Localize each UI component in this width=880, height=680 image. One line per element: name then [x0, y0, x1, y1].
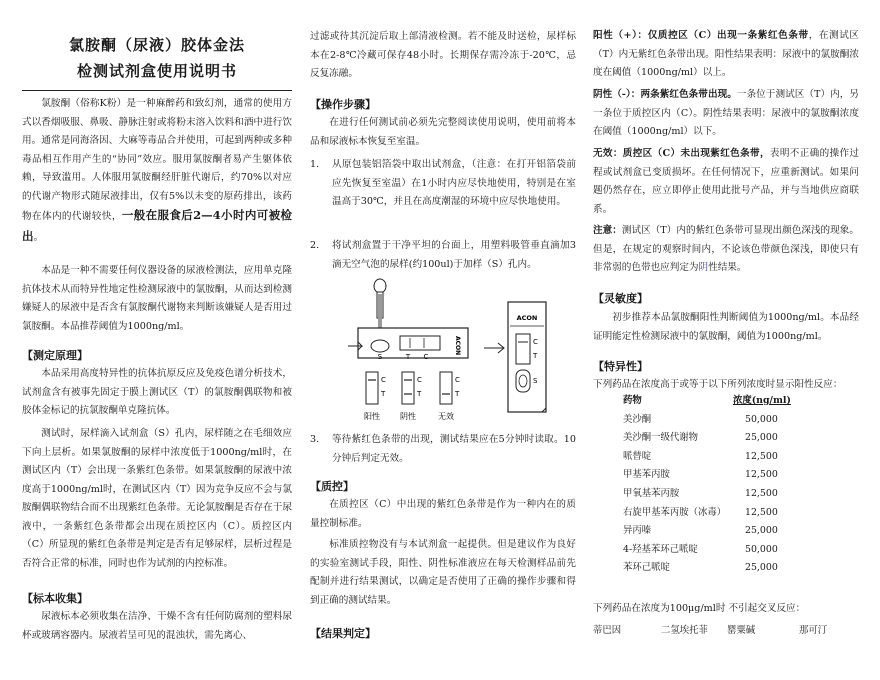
intro-paragraph-2: 本品是一种不需要任何仪器设备的尿液检测法，应用单克隆抗体技术从而特异性地定性检测尿液中的氯胺酮，从而达到检测嫌疑人的尿液中是否含有氯胺酮代谢物来判断该嫌疑人是否用过氯胺酮。本品推荐阈值为1000ng/ml。 — [22, 265, 292, 332]
list-item: 那可汀 — [799, 625, 828, 636]
svg-text:C: C — [381, 376, 386, 384]
list-item: 二氢埃托菲 — [661, 625, 708, 636]
principle-paragraph-1: 本品采用高度特异性的抗体抗原反应及免疫色谱分析技术，试剂盒含有被事先固定于膜上测试区（T）的氯胺酮偶联物和被胶体金标记的抗氯胺酮单克隆抗体。 — [22, 368, 292, 416]
qc-paragraph-1: 在质控区（C）中出现的紫红色条带是作为一种内在的质量控制标准。 — [310, 499, 576, 529]
procedure-step-2: 2. 将试剂盒置于干净平坦的台面上，用塑料吸管垂直滴加3滴无空气泡的尿样(约100ul)于加样（S）孔内。 — [310, 240, 576, 270]
cassette-s-label: S — [377, 353, 383, 361]
table-row: 4-羟基苯环己哌啶 50,000 — [623, 543, 778, 555]
heading-sensitivity: 【灵敏度】 — [593, 292, 648, 305]
standing-cassette-icon — [508, 302, 546, 412]
table-row: 美沙酮一级代谢物 25,000 — [623, 432, 778, 444]
result-positive-window — [366, 372, 386, 404]
heading-specificity: 【特异性】 — [593, 360, 648, 373]
heading-procedure: 【操作步骤】 — [310, 98, 376, 111]
result-invalid-window — [440, 372, 460, 404]
cassette-t-label: T — [405, 353, 411, 361]
table-header-conc: 浓度(ng/ml) — [733, 395, 791, 406]
intro-paragraph-1: 氯胺酮（俗称K粉）是一种麻醉药和致幻剂，通常的使用方式以香烟吸服、鼻吸、静脉注射或将粉末溶入饮料和酒中进行饮用。通常是同海洛因、大麻等毒品合并使用，可起到两种或多种毒品相互作用产生的“协同”效应。服用氯胺酮者易产生躯体依赖，导致滥用。人体服用氯胺酮经肝脏代谢后，约70%以对应的代谢产物形式随尿液排出，仅有5%以未变的原药排出，该药物在体内的代谢较快，一般在服食后2—4小时内可被检出。 — [22, 98, 292, 243]
procedure-step-1: 1. 从原包装铝箔袋中取出试剂盒，（注意：在打开铝箔袋前应先恢复至室温）在1小时内应尽快地使用，特别是在室温高于30℃，并且在高度潮湿的环境中应尽快地使用。 — [310, 159, 576, 207]
noncross-list — [593, 622, 859, 640]
heading-principle: 【测定原理】 — [22, 349, 88, 362]
table-header-drug: 药物 — [623, 395, 642, 406]
result-negative-label: 阴性 — [400, 412, 416, 421]
cassette-icon — [348, 328, 468, 361]
arrow-icon — [484, 343, 504, 353]
heading-qc: 【质控】 — [310, 480, 354, 493]
table-row: 哌替啶 12,500 — [623, 450, 778, 462]
doc-title-line2: 检测试剂盒使用说明书 — [76, 62, 237, 80]
table-row: 右旋甲基苯丙胺（冰毒） 12,500 — [623, 506, 778, 518]
test-cassette-illustration — [338, 278, 562, 428]
qc-paragraph-2: 标准质控物没有与本试剂盒一起提供。但是建议作为良好的实验室测试手段，阳性、阴性标准液应在每天检测样品前先配制并进行结果测试，以确定是否使用了正确的操作步骤和得到正确的测试结果。 — [310, 539, 576, 606]
sensitivity-paragraph: 初步推荐本品氯胺酮阳性判断阈值为1000ng/ml。本品经证明能定性检测尿液中的氯胺酮，阈值为1000ng/ml。 — [593, 312, 859, 342]
sample-paragraph-continued: 过滤或待其沉淀后取上部清液检测。若不能及时送检，尿样标本在2-8℃冷藏可保存48小时。长期保存需冷冻于-20℃，忌反复冻融。 — [310, 31, 576, 79]
table-row: 美沙酮 50,000 — [623, 413, 778, 425]
result-note-paragraph: 注意：测试区（T）内的紫红色条带可显现出颜色深浅的现象。但是，在规定的观察时间内，不论该色带颜色深浅，即使只有非常弱的色带也应判定为阴性结果。 — [593, 225, 859, 273]
svg-text:T: T — [533, 352, 538, 360]
cassette-c-label: C — [423, 353, 429, 361]
heading-sample: 【标本收集】 — [22, 592, 88, 605]
standing-cassette-brand: ACON — [516, 314, 538, 322]
detection-window: 一般在服食后2—4小时内可被检出 — [22, 208, 292, 243]
list-item: 蒂巴因 — [593, 625, 622, 636]
principle-paragraph-2: 测试时，尿样滴入试剂盒（S）孔内，尿样随之在毛细效应下向上层析。如果氯胺酮的尿样中浓度低于1000ng/ml时，在测试区内（T）会出现一条紫红色条带。如果氯胺酮的尿液中浓度高于1000ng/ml时，在测试区内（T）因为竞争反应不会与氯胺酮偶联物结合而不出现紫红色条带。无论氯胺酮是否存在于尿液中，一条紫红色条带都会出现在质控区内（C）。质控区内（C）所显现的紫红色条带是判定是否有足够尿样，层析过程是否符合正常的标准，同时也作为试剂的内控标准。 — [22, 428, 292, 569]
sample-paragraph: 尿液标本必须收集在洁净、干燥不含有任何防腐剂的塑料尿杯或玻璃容器内。尿液若呈可见的混浊状，需先离心、 — [22, 611, 292, 641]
svg-text:C: C — [417, 376, 422, 384]
result-invalid-paragraph: 无效：质控区（C）未出现紫红色条带，表明不正确的操作过程或试剂盒已变质损坏。在任何情况下，应重新测试。如果问题仍然存在，应立即停止使用此批号产品，并与当地供应商联系。 — [593, 148, 859, 215]
table-row: 甲基苯丙胺 12,500 — [623, 469, 778, 481]
title-divider — [22, 90, 292, 91]
svg-text:T: T — [381, 390, 386, 398]
svg-text:T: T — [417, 390, 422, 398]
doc-title-line1: 氯胺酮（尿液）胶体金法 — [68, 36, 245, 54]
heading-result: 【结果判定】 — [310, 627, 376, 640]
cross-reactivity-table — [623, 392, 823, 578]
noncross-intro: 下列药品在浓度为100μg/ml时 不引起交叉反应： — [593, 603, 806, 614]
result-positive-paragraph: 阳性（+）：仅质控区（C）出现一条紫红色条带，在测试区（T）内无紫红色条带出现。阳性结果表明：尿液中的氯胺酮浓度在阈值（1000ng/ml）以上。 — [593, 30, 860, 78]
svg-text:S: S — [533, 377, 538, 385]
svg-text:C: C — [533, 338, 538, 346]
list-item: 罂粟碱 — [727, 625, 756, 636]
svg-text:T: T — [455, 390, 460, 398]
table-row: 甲氧基苯丙胺 12,500 — [623, 487, 778, 499]
table-row: 异丙嗪 25,000 — [623, 525, 778, 537]
procedure-step-3: 3. 等待紫红色条带的出现，测试结果应在5分钟时读取。10分钟后判定无效。 — [310, 434, 576, 464]
result-negative-paragraph: 阴性（-）：两条紫红色条带出现。一条位于测试区（T）内，另一条位于质控区内（C）。阴性结果表明：尿液中的氯胺酮浓度在阈值（1000ng/ml）以下。 — [593, 89, 859, 137]
table-header — [623, 392, 823, 411]
procedure-intro: 在进行任何测试前必须先完整阅读使用说明，使用前将本品和尿液标本恢复至室温。 — [310, 117, 576, 147]
result-positive-label: 阳性 — [364, 412, 380, 421]
specificity-intro: 下列药品在浓度高于或等于以下所列浓度时显示阳性反应： — [593, 379, 843, 390]
result-negative-window — [402, 372, 422, 404]
result-invalid-label: 无效 — [438, 412, 454, 421]
cassette-brand: ACON — [454, 336, 461, 356]
table-row: 苯环己哌啶 25,000 — [623, 562, 778, 574]
svg-text:C: C — [455, 376, 460, 384]
